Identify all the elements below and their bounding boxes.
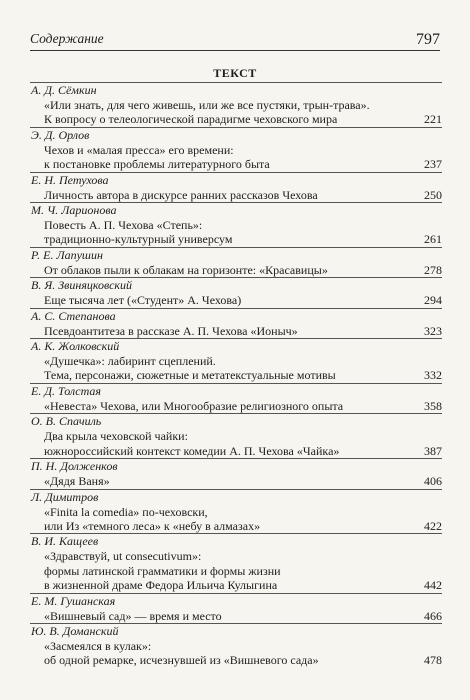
toc-title-line: Псевдоантитеза в рассказе А. П. Чехова «Ионыч» [44, 323, 298, 338]
toc-entry[interactable] [30, 308, 442, 338]
toc-entry[interactable] [30, 277, 442, 307]
toc-entry[interactable] [30, 172, 442, 202]
toc-title [30, 505, 442, 534]
running-header-section: Содержание [30, 31, 104, 46]
toc-title-line: Чехов и «малая пресса» его времени: [44, 142, 234, 157]
toc-page-number: 261 [424, 232, 442, 247]
toc-page-number: 278 [424, 262, 442, 277]
toc-page-number: 332 [424, 368, 442, 383]
toc-title [30, 474, 442, 488]
toc-title-line: Еще тысяча лет («Студент» А. Чехова) [44, 293, 242, 308]
toc-title-line: Тема, персонажи, сюжетные и метатекстуальные мотивы [44, 368, 336, 383]
toc-page-number: 323 [424, 323, 442, 338]
toc-title-line: формы латинской грамматики и формы жизни [44, 563, 281, 578]
toc-page-number: 221 [424, 112, 442, 127]
toc-title-line: или Из «темного леса» к «небу в алмазах» [44, 518, 261, 533]
toc-entry[interactable] [30, 593, 442, 623]
running-header [30, 28, 440, 51]
toc-title [30, 324, 442, 338]
toc-title-line: Повесть А. П. Чехова «Степь»: [44, 218, 203, 233]
toc-title-line: к постановке проблемы литературного быта [44, 157, 270, 172]
toc-author: Е. Н. Петухова [31, 172, 109, 187]
toc-page-number: 358 [424, 398, 442, 413]
toc-entry[interactable] [30, 533, 442, 592]
toc-title-line: «Дядя Ваня» [44, 474, 110, 489]
toc-title-line: Личность автора в дискурсе ранних рассказов Чехова [44, 187, 318, 202]
toc-title [30, 549, 442, 592]
toc-author: П. Н. Долженков [31, 459, 118, 474]
toc-author: Р. Е. Лапушин [31, 247, 103, 262]
toc-title-line: От облаков пыли к облакам на горизонте: «Красавицы» [44, 262, 328, 277]
toc-title [30, 143, 442, 172]
toc-page-number: 478 [424, 653, 442, 668]
toc-author: М. Ч. Ларионова [31, 203, 117, 218]
toc-author: Э. Д. Орлов [31, 127, 90, 142]
toc-title-line: «Здравствуй, ut consecutivum»: [44, 549, 202, 564]
toc-title-line: «Вишневый сад» — время и место [44, 608, 222, 623]
toc-entry[interactable] [30, 247, 442, 277]
toc-entry[interactable] [30, 127, 442, 172]
toc-page-number: 250 [424, 187, 442, 202]
toc-author: А. Д. Сёмкин [31, 83, 97, 97]
toc-author: О. В. Спачиль [31, 414, 102, 429]
toc-author: А. С. Степанова [31, 308, 116, 323]
toc-author: А. К. Жолковский [31, 339, 120, 354]
toc-author: В. И. Кащеев [31, 534, 99, 549]
toc-title-line: традиционно-культурный универсум [44, 232, 233, 247]
toc-page-number: 466 [424, 608, 442, 623]
toc-author: Е. Д. Толстая [31, 383, 102, 398]
toc-entry[interactable] [30, 413, 442, 458]
toc-title-line: об одной ремарке, исчезнувшей из «Вишневого сада» [44, 653, 319, 668]
toc-title-line: в жизненной драме Федора Ильича Кулыгина [44, 578, 278, 593]
toc-author: В. Я. Звиняцковский [31, 278, 133, 293]
toc-author: Е. М. Гушанская [31, 593, 116, 608]
toc-title-line: «Душечка»: лабиринт сцеплений. [44, 354, 216, 369]
toc-entry[interactable] [30, 623, 442, 668]
toc-entry[interactable] [30, 338, 442, 383]
toc-title [30, 218, 442, 247]
toc-title-line: южнороссийский контекст комедии А. П. Чехова «Чайка» [44, 443, 340, 458]
toc-page-number: 422 [424, 518, 442, 533]
toc-title [30, 399, 442, 413]
toc-title-line: «Невеста» Чехова, или Многообразие религиозного опыта [44, 398, 344, 413]
table-of-contents [30, 82, 442, 668]
toc-title-line: «Засмеялся в кулак»: [44, 638, 152, 653]
toc-title [30, 98, 442, 127]
toc-entry[interactable] [30, 383, 442, 413]
toc-author: Ю. В. Доманский [31, 623, 119, 638]
toc-title [30, 609, 442, 623]
toc-title [30, 188, 442, 202]
toc-title [30, 354, 442, 383]
toc-title-line: К вопросу о телеологической парадигме чеховского мира [44, 112, 338, 127]
toc-title [30, 263, 442, 277]
section-title: ТЕКСТ [213, 66, 257, 80]
toc-title-line: Два крыла чеховской чайки: [44, 429, 188, 444]
toc-page-number: 387 [424, 443, 442, 458]
toc-entry[interactable] [30, 82, 442, 127]
toc-title [30, 429, 442, 458]
toc-page-number: 237 [424, 157, 442, 172]
toc-author: Л. Димитров [31, 489, 99, 504]
toc-page-number: 406 [424, 474, 442, 489]
toc-title [30, 293, 442, 307]
toc-entry[interactable] [30, 489, 442, 534]
toc-entry[interactable] [30, 202, 442, 247]
page-number: 797 [416, 31, 440, 48]
toc-page-number: 294 [424, 293, 442, 308]
toc-entry[interactable] [30, 458, 442, 488]
toc-title-line: «Finita la comedia» по-чеховски, [44, 504, 208, 519]
toc-title [30, 639, 442, 668]
toc-page-number: 442 [424, 578, 442, 593]
toc-title-line: «Или знать, для чего живешь, или же все пустяки, трын-трава». [44, 98, 370, 112]
